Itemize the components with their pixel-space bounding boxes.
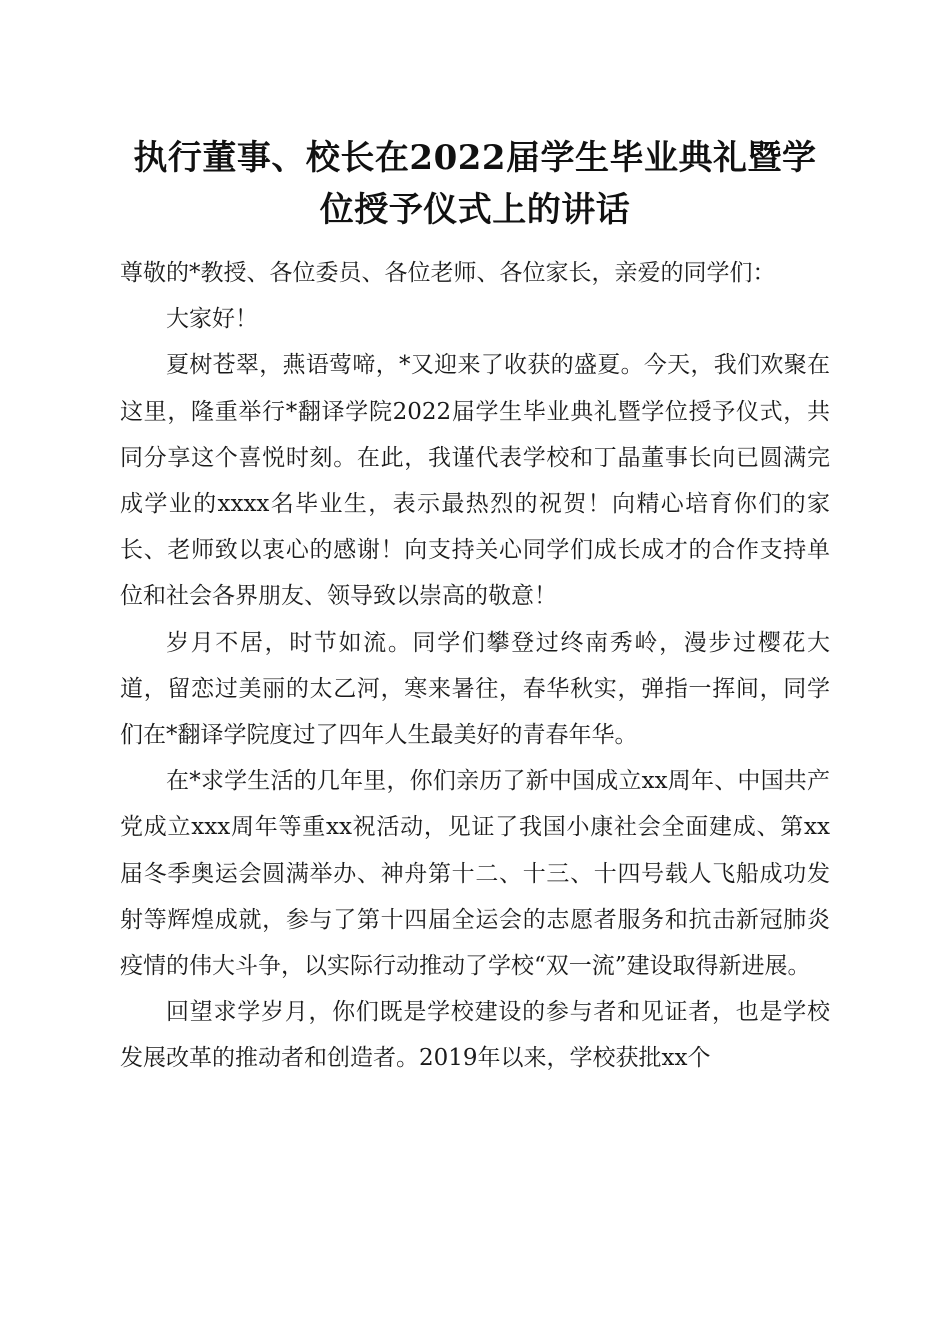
document-body [120,250,830,1082]
paragraph: 回望求学岁月，你们既是学校建设的参与者和见证者，也是学校发展改革的推动者和创造者。2019年以来，学校获批xx个 [120,999,830,1072]
paragraph: 岁月不居，时节如流。同学们攀登过终南秀岭，漫步过樱花大道，留恋过美丽的太乙河，寒来暑往，春华秋实，弹指一挥间，同学们在*翻译学院度过了四年人生最美好的青春年华。 [120,629,830,749]
document-title [110,132,840,236]
title-line-1: 执行董事、校长在2022届学生毕业典礼暨学 [133,138,817,178]
paragraph-greeting: 大家好！ [166,306,258,333]
paragraph: 在*求学生活的几年里，你们亲历了新中国成立xx周年、中国共产党成立xxx周年等重xx祝活动，见证了我国小康社会全面建成、第xx届冬季奥运会圆满举办、神舟第十二、十三、十四号载人飞船成功发射等辉煌成就，参与了第十四届全运会的志愿者服务和抗击新冠肺炎疫情的伟大斗争，以实际行动推动了学校“双一流”建设取得新进展。 [120,768,830,980]
salutation: 尊敬的*教授、各位委员、各位老师、各位家长，亲爱的同学们： [120,260,776,286]
paragraph: 夏树苍翠，燕语莺啼，*又迎来了收获的盛夏。今天，我们欢聚在这里，隆重举行*翻译学院2022届学生毕业典礼暨学位授予仪式，共同分享这个喜悦时刻。在此，我谨代表学校和丁晶董事长向已圆满完成学业的xxxx名毕业生，表示最热烈的祝贺！向精心培育你们的家长、老师致以衷心的感谢！向支持关心同学们成长成才的合作支持单位和社会各界朋友、领导致以崇高的敬意！ [120,352,830,610]
title-line-2: 位授予仪式上的讲话 [319,190,631,230]
